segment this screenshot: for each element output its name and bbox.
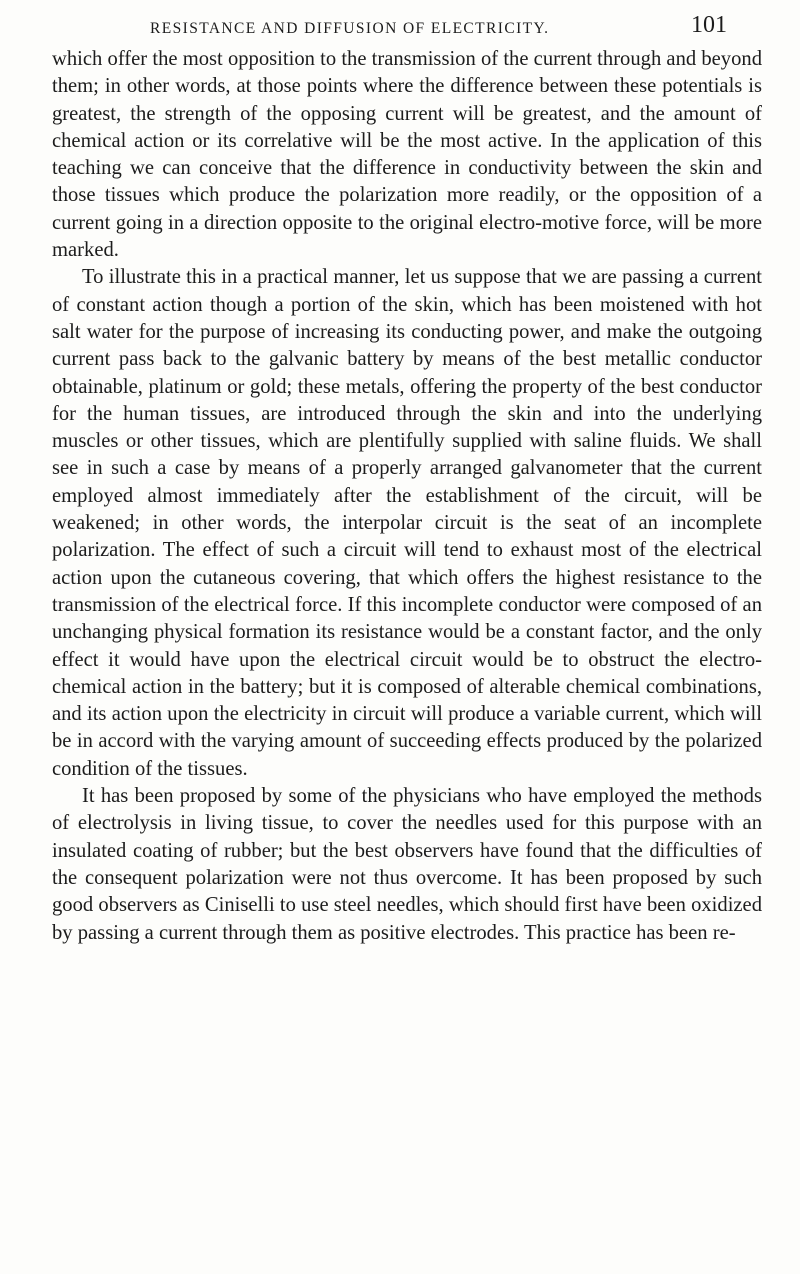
paragraph-continued: which offer the most opposition to the transmission of the current through and beyond them; in other words, at those points where the difference between these potentials is greatest, the strength of the opposing current will be greatest, and the amount of chemical action or its correlative will be the most active. In the application of this teaching we can conceive that the difference in conductivity between the skin and those tissues which produce the polarization more readily, or the opposition of a current going in a direction opposite to the original electro-motive force, will be more marked. <box>52 48 762 262</box>
body-text <box>52 46 762 947</box>
paragraph-needles: It has been proposed by some of the physicians who have employed the methods of electrolysis in living tissue, to cover the needles used for this purpose with an insulated coating of rubber; but the best observers have found that the difficulties of the consequent polarization were not thus overcome. It has been proposed by such good observers as Ciniselli to use steel needles, which should first have been oxidized by passing a current through them as positive electrodes. This practice has been re- <box>52 785 762 944</box>
running-title: RESISTANCE AND DIFFUSION OF ELECTRICITY. <box>150 20 550 37</box>
page-number: 101 <box>691 12 727 38</box>
paragraph-illustration: To illustrate this in a practical manner, let us suppose that we are passing a current of constant action though a portion of the skin, which has been moistened with hot salt water for the purpose of increasing its conducting power, and make the outgoing current pass back to the galvanic battery by means of the best metallic conductor obtainable, platinum or gold; these metals, offering the property of the best conductor for the human tissues, are introduced through the skin and into the underlying muscles or other tissues, which are plentifully supplied with saline fluids. We shall see in such a case by means of a properly arranged galvanometer that the current employed almost immediately after the establishment of the circuit, will be weakened; in other words, the interpolar circuit is the seat of an incomplete polarization. The effect of such a circuit will tend to exhaust most of the electrical action upon the cutaneous covering, that which offers the highest resistance to the transmission of the electrical force. If this incomplete conductor were composed of an unchanging physical formation its resistance would be a constant factor, and the only effect it would have upon the electrical circuit would be to obstruct the electro-chemical action in the battery; but it is composed of alterable chemical combinations, and its action upon the electricity in circuit will produce a variable current, which will be in accord with the varying amount of succeeding effects produced by the polarized condition of the tissues. <box>52 266 762 780</box>
running-head <box>150 10 727 38</box>
